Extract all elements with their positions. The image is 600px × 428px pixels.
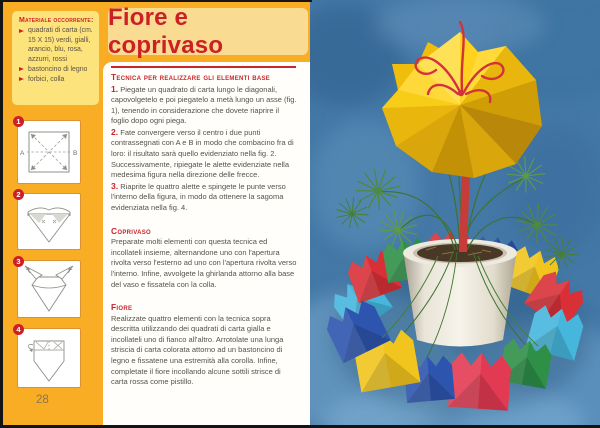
page-title: Fiore e coprivaso — [108, 3, 224, 59]
step-number: 3. — [111, 180, 119, 191]
diagram-label-a: A — [20, 150, 25, 157]
diagram-label-b: B — [73, 150, 78, 157]
title-band — [108, 3, 308, 59]
figure-number-badge: 2 — [13, 189, 24, 200]
figure-panel-3 — [16, 256, 81, 318]
fold-diagram-2 — [18, 194, 80, 249]
fold-diagram-1 — [18, 121, 80, 183]
step-1 — [111, 84, 297, 127]
step-2 — [111, 127, 297, 181]
step-number: 1. — [111, 83, 119, 94]
figure-number-badge: 1 — [13, 116, 24, 127]
arrow-bullet-icon — [19, 77, 24, 81]
section-heading-fiore: Fiore — [111, 302, 133, 313]
figure-number-badge: 4 — [13, 324, 24, 335]
arrow-bullet-icon — [19, 29, 24, 33]
fiore-paragraph: Realizzate quattro elementi con la tecnica sopra descritta utilizzando dei quadrati di carta gialla e incollateli uno di fianco all'altro. Arrotolate una lunga striscia di carta colorata attorno ad un bastoncino di legno e fissatene una estremità alla corolla. Infine, completate il fiore incollando alcune sottili strisce di carta rossa come pistillo. — [111, 313, 284, 387]
coprivaso-paragraph: Preparate molti elementi con questa tecnica ed incollateli insieme, alternandone uno con l'apertura rivolta verso l'esterno ad uno con l'apertura rivolta verso l'interno. Infine, avvolgete la ghirlanda attorno alla base del vaso e fissatela con la colla. — [111, 237, 297, 289]
fold-diagram-4 — [18, 329, 80, 387]
materials-list — [19, 26, 95, 84]
figure-panel-4 — [16, 324, 81, 388]
page-number: 28 — [36, 394, 49, 406]
craft-photo — [310, 0, 600, 428]
material-item: forbici, colla — [19, 75, 95, 85]
flower-pot — [403, 239, 517, 347]
material-item: bastoncino di legno — [19, 65, 95, 75]
section-heading-coprivaso: Coprivaso — [111, 225, 151, 236]
section-heading-tecnica: Tecnica per realizzare gli elementi base — [111, 72, 271, 82]
figure-panel-1 — [16, 116, 81, 184]
material-item: quadrati di carta (cm. 15 X 15) verdi, gialli, arancio, blu, rosa, azzurri, rossi — [19, 26, 95, 65]
text-panel — [103, 62, 310, 425]
step-text: Riaprite le quattro alette e spingete le punte verso l'interno della figura, in modo da ottenere la sagoma evidenziata nella fig. 4. — [111, 181, 286, 213]
step-text: Fate convergere verso il centro i due punti contrassegnati con A e B in modo che combacino fra di loro: il risultato sarà quello evidenziato nella fig. 2. Successivamente, ripiegate le alette evidenziate nella medesima figura nella direzione delle frecce. — [111, 127, 294, 180]
step-text: Piegate un quadrato di carta lungo le diagonali, capovolgetelo e poi piegatelo a metà lungo un asse (fig. 1), tenendo in considerazione che dovete riaprire il foglio dopo ogni piega. — [111, 84, 297, 126]
figure-panel-2 — [16, 189, 81, 250]
materials-header: Materiale occorrente: — [19, 17, 94, 24]
fold-diagram-3 — [18, 261, 80, 317]
materials-box — [12, 11, 99, 105]
red-divider — [111, 66, 296, 68]
scan-edge-left — [0, 0, 3, 428]
step-3 — [111, 181, 297, 214]
figure-number-badge: 3 — [13, 256, 24, 267]
scan-edge-top — [0, 0, 312, 2]
step-number: 2. — [111, 126, 119, 137]
arrow-bullet-icon — [19, 67, 24, 71]
